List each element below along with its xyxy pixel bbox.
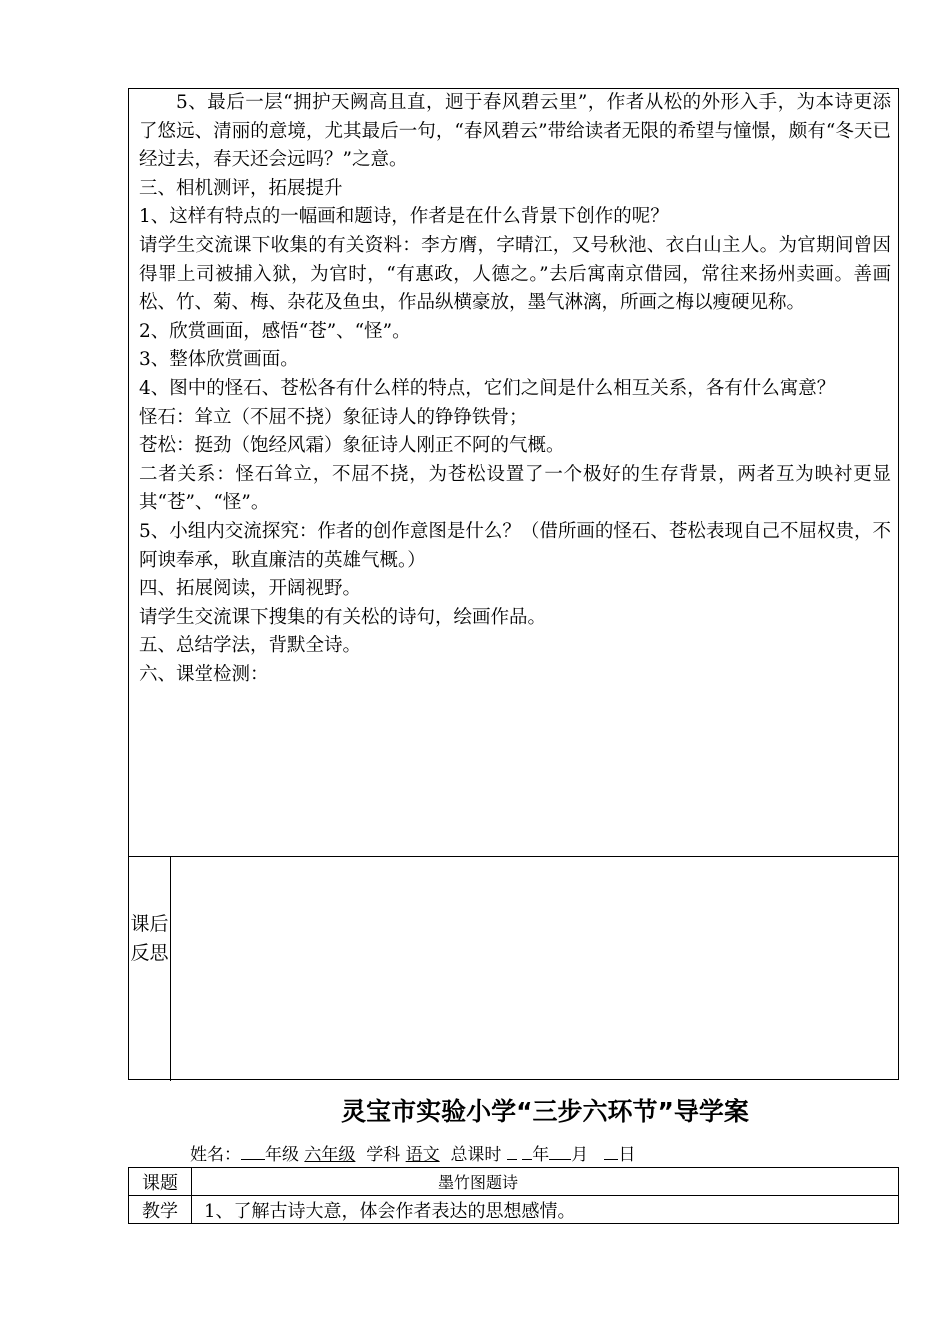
lesson-info-table xyxy=(128,1167,899,1224)
teaching-goal: 1、了解古诗大意，体会作者表达的思想感情。 xyxy=(192,1196,899,1224)
content-paragraph: 4、图中的怪石、苍松各有什么样的特点，它们之间是什么相互关系，各有什么寓意？ xyxy=(139,377,836,399)
content-paragraph: 六、课堂检测： xyxy=(139,663,269,685)
month-label: 月 xyxy=(571,1145,589,1165)
topic-value: 墨竹图题诗 xyxy=(192,1168,899,1196)
content-paragraph: 1、这样有特点的一幅画和题诗，作者是在什么背景下创作的呢？ xyxy=(139,206,669,228)
student-info-line xyxy=(190,1140,635,1165)
subject-label: 学科 xyxy=(366,1145,401,1165)
table-row xyxy=(129,1168,899,1196)
month-blank xyxy=(549,1144,571,1160)
content-paragraph: 苍松：挺劲（饱经风霜）象征诗人刚正不阿的气概。 xyxy=(139,435,565,457)
lesson-content-frame xyxy=(128,88,899,1080)
content-paragraph: 四、拓展阅读，开阔视野。 xyxy=(139,578,362,600)
reflection-label-cell xyxy=(129,857,171,1081)
content-paragraph: 三、相机测评，拓展提升 xyxy=(139,177,343,199)
grade-label: 年级 xyxy=(265,1145,299,1165)
content-paragraph: 3、整体欣赏画面。 xyxy=(139,349,299,371)
content-paragraph: 2、欣赏画面，感悟“苍”、“怪”。 xyxy=(139,320,411,342)
total-lessons-label: 总课时 xyxy=(450,1145,502,1165)
reflection-label: 课后反思 xyxy=(130,913,169,964)
document-title: 灵宝市实验小学“三步六环节”导学案 xyxy=(341,1097,749,1126)
teaching-label: 教学 xyxy=(129,1196,192,1224)
name-blank xyxy=(241,1144,265,1160)
topic-label: 课题 xyxy=(129,1168,192,1196)
content-paragraph: 五、总结学法，背默全诗。 xyxy=(139,635,362,657)
content-paragraph: 请学生交流课下搜集的有关松的诗句，绘画作品。 xyxy=(139,606,547,628)
year-label: 年 xyxy=(532,1145,550,1165)
day-blank xyxy=(604,1144,618,1160)
lesson-content-text xyxy=(139,89,891,689)
content-paragraph: 二者关系：怪石耸立，不屈不挠，为苍松设置了一个极好的生存背景，两者互为映衬更显其“苍”、“怪”。 xyxy=(139,463,891,514)
year-blank xyxy=(522,1144,532,1160)
table-row xyxy=(129,1196,899,1224)
total-lessons-blank xyxy=(507,1144,517,1160)
reflection-section xyxy=(129,856,898,1081)
content-paragraph: 怪石：耸立（不屈不挠）象征诗人的铮铮铁骨； xyxy=(139,406,528,428)
subject-value: 语文 xyxy=(405,1145,440,1165)
content-paragraph: 5、最后一层“拥护天阙高且直，迥于春风碧云里”，作者从松的外形入手，为本诗更添了悠远、清丽的意境，尤其最后一句，“春风碧云”带给读者无限的希望与憧憬，颇有“冬天已经过去，春天还会远吗？”之意。 xyxy=(139,92,891,171)
name-label: 姓名： xyxy=(190,1145,241,1165)
content-paragraph: 5、小组内交流探究：作者的创作意图是什么？（借所画的怪石、苍松表现自己不屈权贵，不阿谀奉承，耿直廉洁的英雄气概。） xyxy=(139,520,891,571)
grade-value: 六年级 xyxy=(304,1145,356,1165)
day-label: 日 xyxy=(618,1145,636,1165)
content-paragraph: 请学生交流课下收集的有关资料：李方膺，字晴江，又号秋池、衣白山主人。为官期间曾因得罪上司被捕入狱，为官时，“有惠政，人德之。”去后寓南京借园，常往来扬州卖画。善画松、竹、菊、梅、杂花及鱼虫，作品纵横豪放，墨气淋漓，所画之梅以瘦硬见称。 xyxy=(139,234,891,314)
